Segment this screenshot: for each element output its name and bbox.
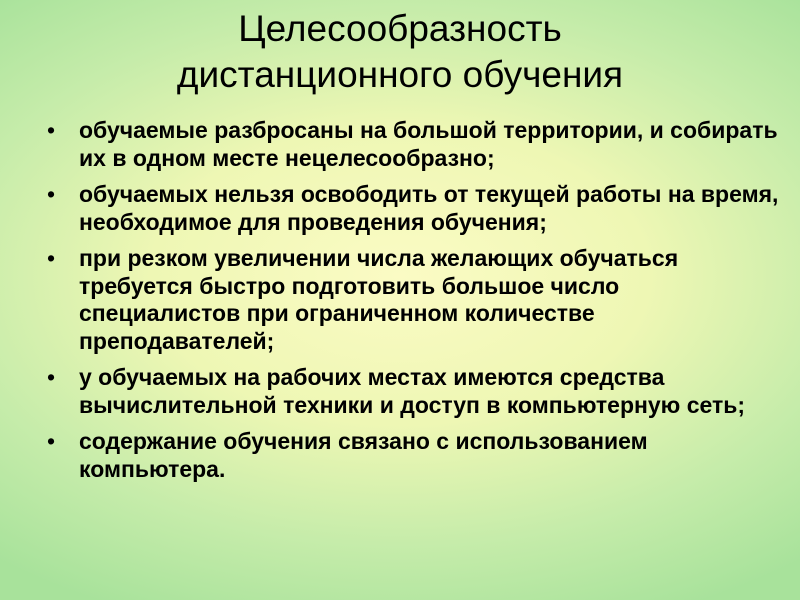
bullet-dot-icon: • — [47, 181, 56, 207]
bullet-dot-icon: • — [47, 428, 56, 454]
bullet-list — [44, 117, 784, 492]
bullet-item — [44, 245, 784, 355]
bullet-text: обучаемых нельзя освободить от текущей работы на время, необходимое для проведения обучения; — [79, 181, 779, 235]
bullet-text: у обучаемых на рабочих местах имеются средства вычислительной техники и доступ в компьютерную сеть; — [79, 364, 746, 418]
bullet-dot-icon: • — [47, 117, 56, 143]
bullet-item — [44, 428, 784, 483]
bullet-item — [44, 364, 784, 419]
bullet-text: содержание обучения связано с использованием компьютера. — [79, 428, 648, 482]
bullet-text: обучаемые разбросаны на большой территории, и собирать их в одном месте нецелесообразно; — [79, 117, 778, 171]
bullet-item — [44, 181, 784, 236]
slide-title — [0, 6, 800, 98]
slide-title-line-2: дистанционного обучения — [176, 54, 624, 95]
slide-title-line-1: Целесообразность — [238, 8, 562, 49]
bullet-dot-icon: • — [47, 245, 56, 271]
bullet-text: при резком увеличении числа желающих обучаться требуется быстро подготовить большое число специалистов при ограниченном количестве преподавателей; — [79, 245, 679, 354]
bullet-dot-icon: • — [47, 364, 56, 390]
bullet-item — [44, 117, 784, 172]
